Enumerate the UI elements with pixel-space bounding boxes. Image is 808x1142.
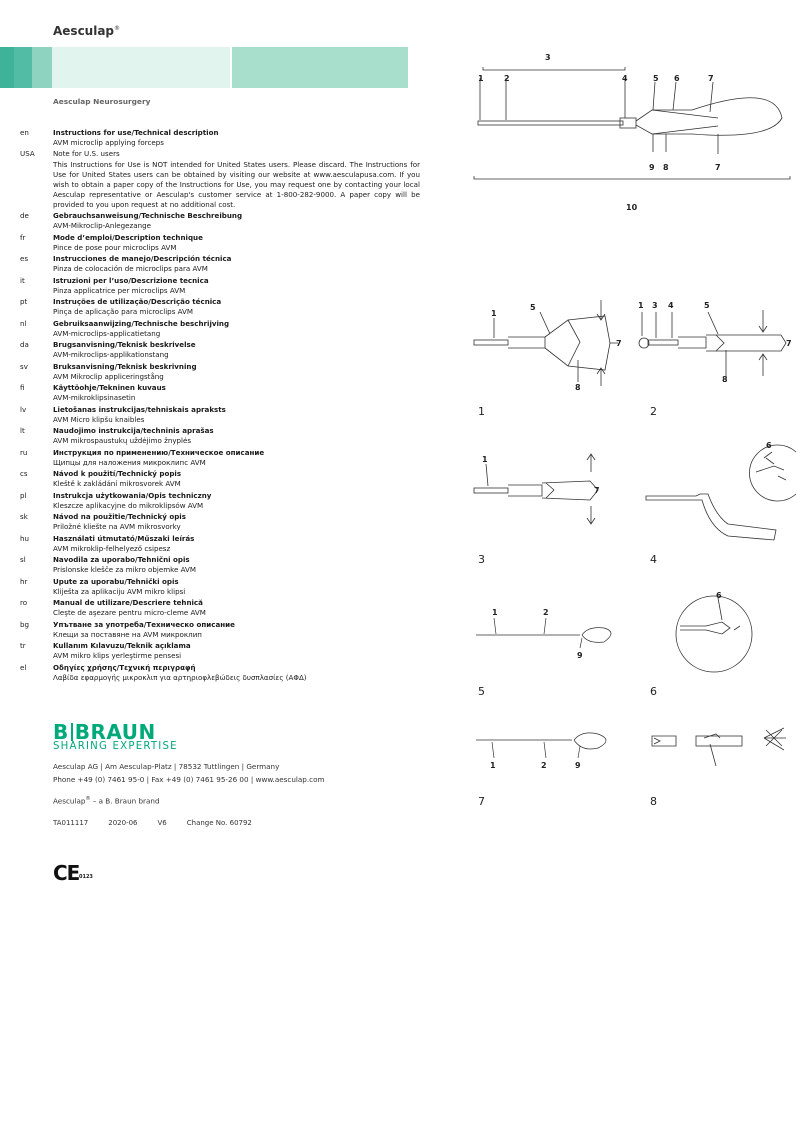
- overview-label-8: 8: [663, 163, 669, 172]
- language-title: Инструкция по применению/Техническое описание: [53, 447, 265, 457]
- language-title: Brugsanvisning/Teknisk beskrivelse: [53, 340, 196, 350]
- header-band-3: [32, 47, 52, 88]
- fig3-label-7: 7: [594, 486, 600, 495]
- language-subtitle: Kleszcze aplikacyjne do mikroklipsów AVM: [53, 500, 204, 510]
- language-code: it: [20, 275, 25, 285]
- language-entry-it: [20, 276, 420, 296]
- language-code: el: [20, 662, 27, 672]
- language-title: Instrucciones de manejo/Descripción técnica: [53, 254, 232, 264]
- bbraun-slogan: SHARING EXPERTISE: [53, 741, 178, 752]
- overview-label-5: 5: [653, 74, 659, 83]
- language-code: fi: [20, 383, 25, 393]
- language-entry-da: [20, 340, 420, 360]
- language-entry-nl: [20, 319, 420, 339]
- language-code: USA: [20, 149, 35, 159]
- overview-label-7-top: 7: [708, 74, 714, 83]
- language-subtitle: AVM mikro klips yerleştirme pensesi: [53, 651, 182, 661]
- language-title: Instruções de utilização/Descrição técnica: [53, 297, 222, 307]
- overview-label-4: 4: [622, 74, 628, 83]
- language-code: en: [20, 128, 29, 137]
- figure-number-7: 7: [478, 795, 485, 808]
- language-subtitle: AVM Mikroclip appliceringstång: [53, 371, 164, 381]
- language-subtitle: Pinza de colocación de microclips para AVM: [53, 264, 208, 274]
- language-code: tr: [20, 641, 26, 651]
- overview-label-6: 6: [674, 74, 680, 83]
- language-entry-lt: [20, 426, 420, 446]
- language-subtitle: Pinza applicatrice per microclips AVM: [53, 285, 186, 295]
- language-entry-cs: [20, 469, 420, 489]
- language-title: Naudojimo instrukcija/techninis aprašas: [53, 426, 214, 436]
- figure-number-8: 8: [650, 795, 657, 808]
- language-title: Gebrauchsanweisung/Technische Beschreibung: [53, 211, 243, 221]
- figure-8-diagram: [636, 724, 804, 776]
- language-subtitle: Priložné kliešte na AVM mikrosvorky: [53, 522, 181, 532]
- language-subtitle: AVM-mikroklipsinasetin: [53, 393, 136, 403]
- figure-number-6: 6: [650, 685, 657, 698]
- fig1-label-8: 8: [575, 383, 581, 392]
- language-code: pt: [20, 297, 28, 307]
- language-title: Istruzioni per l’uso/Descrizione tecnica: [53, 275, 209, 285]
- language-subtitle: Λαβίδα εφαρμογής μικροκλιπ για αρτηριοφλεβώδεις δυσπλασίες (ΑΦΔ): [53, 672, 307, 682]
- fig7-label-2: 2: [541, 761, 547, 770]
- language-subtitle: Щипцы для наложения микроклипс AVM: [53, 457, 206, 467]
- fig2-label-3: 3: [652, 301, 658, 310]
- figure-5-diagram: [470, 600, 630, 670]
- overview-label-2: 2: [504, 74, 510, 83]
- fig5-label-1: 1: [492, 608, 498, 617]
- language-entry-el: [20, 663, 420, 683]
- overview-label-3: 3: [545, 53, 551, 62]
- language-entry-usa: [20, 149, 420, 210]
- language-entry-fr: [20, 233, 420, 253]
- language-subtitle: Cleşte de aşezare pentru micro-cleme AVM: [53, 608, 206, 618]
- language-entry-en: [20, 128, 420, 148]
- language-title: Mode d’emploi/Description technique: [53, 232, 203, 242]
- language-code: hu: [20, 533, 29, 543]
- language-title: Manual de utilizare/Descriere tehnică: [53, 598, 203, 608]
- language-title: Note for U.S. users: [53, 149, 120, 159]
- language-subtitle: AVM-Mikroclip-Anlegezange: [53, 221, 151, 231]
- language-entry-sl: [20, 555, 420, 575]
- language-list: [20, 128, 420, 684]
- figure-number-4: 4: [650, 553, 657, 566]
- fig7-label-1: 1: [490, 761, 496, 770]
- language-title: Kullanım Kılavuzu/Teknik açıklama: [53, 641, 191, 651]
- language-subtitle: AVM Micro klipšu knaibles: [53, 414, 145, 424]
- figure-6-diagram: [636, 586, 804, 682]
- language-code: ro: [20, 598, 28, 608]
- language-subtitle: Prislonske klešče za mikro objemke AVM: [53, 565, 196, 575]
- language-subtitle: Kleště k zakládání mikrosvorek AVM: [53, 479, 181, 489]
- fig2-label-1: 1: [638, 301, 644, 310]
- language-title: Instructions for use/Technical description: [53, 128, 219, 137]
- brand-note: Aesculap® – a B. Braun brand: [53, 796, 160, 806]
- language-title: Bruksanvisning/Teknisk beskrivning: [53, 361, 197, 371]
- language-entry-fi: [20, 383, 420, 403]
- overview-label-7-bottom: 7: [715, 163, 721, 172]
- language-title: Gebruiksaanwijzing/Technische beschrijving: [53, 318, 230, 328]
- language-subtitle: Kliješta za aplikaciju AVM mikro klipsi: [53, 586, 186, 596]
- language-entry-pl: [20, 491, 420, 511]
- language-subtitle: Клещи за поставяне на AVM микроклип: [53, 629, 202, 639]
- language-subtitle: AVM microclip applying forceps: [53, 138, 164, 148]
- language-title: Használati útmutató/Műszaki leírás: [53, 533, 195, 543]
- ce-mark: CE: [53, 861, 80, 885]
- fig1-label-5: 5: [530, 303, 536, 312]
- language-subtitle: AVM-microclips-applicatietang: [53, 328, 161, 338]
- figure-4-diagram: [636, 436, 804, 546]
- fig3-label-1: 1: [482, 455, 488, 464]
- language-entry-de: [20, 211, 420, 231]
- language-entry-hr: [20, 577, 420, 597]
- language-title: Упътване за употреба/Техническо описание: [53, 619, 235, 629]
- language-title: Lietošanas instrukcijas/tehniskais apraksts: [53, 404, 226, 414]
- figure-3-diagram: [470, 448, 630, 538]
- language-entry-lv: [20, 405, 420, 425]
- header-band-2: [14, 47, 32, 88]
- fig2-label-7: 7: [786, 339, 792, 348]
- language-code: bg: [20, 619, 30, 629]
- language-entry-sk: [20, 512, 420, 532]
- fig2-label-8: 8: [722, 375, 728, 384]
- language-title: Käyttöohje/Tekninen kuvaus: [53, 383, 166, 393]
- figure-number-1: 1: [478, 405, 485, 418]
- fig2-label-5: 5: [704, 301, 710, 310]
- language-code: ru: [20, 447, 28, 457]
- language-code: es: [20, 254, 29, 264]
- overview-label-9: 9: [649, 163, 655, 172]
- language-code: cs: [20, 469, 28, 479]
- figure-7-diagram: [470, 724, 630, 776]
- fig6-label-6: 6: [716, 591, 722, 600]
- document-info: TA011117 2020-06 V6 Change No. 60792: [53, 819, 252, 827]
- language-entry-ro: [20, 598, 420, 618]
- language-code: da: [20, 340, 29, 350]
- figure-number-3: 3: [478, 553, 485, 566]
- fig1-label-1: 1: [491, 309, 497, 318]
- overview-diagram: [470, 48, 800, 218]
- language-code: sl: [20, 555, 26, 565]
- language-title: Οδηγίες χρήσης/Τεχνική περιγραφή: [53, 662, 196, 672]
- language-subtitle: AVM-mikroclips-applikationstang: [53, 350, 169, 360]
- bbraun-logo: B BRAUN: [53, 720, 156, 744]
- language-title: Navodila za uporabo/Tehnični opis: [53, 555, 190, 565]
- header-band-4: [52, 47, 230, 88]
- language-subtitle: Pinça de aplicação para microclips AVM: [53, 307, 194, 317]
- overview-label-10: 10: [626, 203, 638, 212]
- fig5-label-9: 9: [577, 651, 583, 660]
- document-subtitle: Aesculap Neurosurgery: [53, 97, 151, 106]
- language-entry-bg: [20, 620, 420, 640]
- language-title: Upute za uporabu/Tehnički opis: [53, 576, 179, 586]
- language-code: lv: [20, 404, 27, 414]
- language-code: nl: [20, 318, 27, 328]
- us-note-body: This Instructions for Use is NOT intended for United States users. Please discard. The Instructions for Use for United States users can be obtained by visiting our website at www.aesculapusa.com. If you wish to obtain a paper copy of the Instructions for Use, you may request one by contacting your local Aesculap representative or Aesculap's customer service at 1-800-282-9000. A paper copy will be provided to you upon request at no additional cost.: [53, 159, 420, 209]
- language-code: hr: [20, 576, 28, 586]
- language-code: sk: [20, 512, 28, 522]
- figure-1-diagram: [470, 290, 630, 402]
- language-entry-ru: [20, 448, 420, 468]
- fig4-label-6: 6: [766, 441, 772, 450]
- header-band-1: [0, 47, 14, 88]
- language-title: Návod k použití/Technický popis: [53, 469, 182, 479]
- language-code: pl: [20, 490, 27, 500]
- language-code: lt: [20, 426, 25, 436]
- fig2-label-4: 4: [668, 301, 674, 310]
- language-subtitle: AVM mikrospaustukų uždėjimo žnyplės: [53, 436, 192, 446]
- overview-label-1: 1: [478, 74, 484, 83]
- header-band-5: [232, 47, 408, 88]
- figure-number-2: 2: [650, 405, 657, 418]
- language-subtitle: Pince de pose pour microclips AVM: [53, 242, 177, 252]
- language-code: fr: [20, 232, 26, 242]
- brand-name: Aesculap®: [53, 24, 121, 38]
- company-address: Aesculap AG | Am Aesculap-Platz | 78532 Tuttlingen | Germany Phone +49 (0) 7461 95-0 | Fax +49 (0) 7461 95-26 00 | www.aesculap.com: [53, 762, 325, 784]
- language-code: de: [20, 211, 29, 221]
- fig5-label-2: 2: [543, 608, 549, 617]
- language-title: Instrukcja użytkowania/Opis techniczny: [53, 490, 212, 500]
- fig1-label-7: 7: [616, 339, 622, 348]
- language-code: sv: [20, 361, 28, 371]
- language-title: Návod na použitie/Technický opis: [53, 512, 186, 522]
- fig7-label-9: 9: [575, 761, 581, 770]
- language-entry-pt: [20, 297, 420, 317]
- ce-number: 0123: [79, 874, 93, 880]
- language-entry-tr: [20, 641, 420, 661]
- language-entry-sv: [20, 362, 420, 382]
- figure-number-5: 5: [478, 685, 485, 698]
- language-entry-hu: [20, 534, 420, 554]
- language-subtitle: AVM mikroklip-felhelyező csipesz: [53, 543, 171, 553]
- figure-2-diagram: [636, 290, 804, 402]
- language-entry-es: [20, 254, 420, 274]
